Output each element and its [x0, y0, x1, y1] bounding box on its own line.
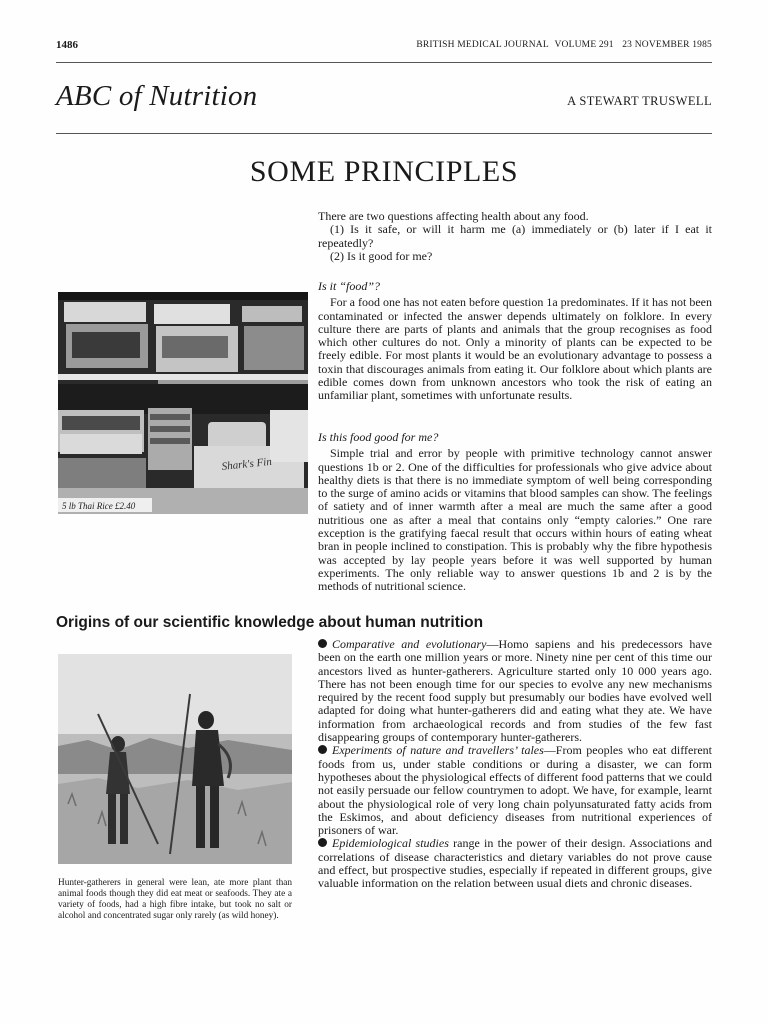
paragraph-is-food-good: Simple trial and error by people with primitive technology cannot answer questions 1b or 2. One of the difficulties for professionals who give advice about healthy diets is that there is no immediate symptom of well being corresponding to the surge of amino acids or vitamins that blood samples can show. The feelings of satiety and of inner warmth after a meal are much the same after a good nutritious one as after a meal that contains only “empty calories.” One rare exception is the gratifying faecal result that occurs within hours of eating wheat bran in people inclined to constipation. This is probably why the fibre hypothesis was accepted by lay people years before it was well supported by human experiments. The only reliable way to answer questions 1b and 2 is by the methods of nutritional science. [318, 446, 712, 594]
subheading-is-it-food: Is it “food”? [318, 279, 381, 293]
bullet-dot-icon [318, 639, 327, 648]
intro-block [318, 210, 712, 263]
bullet-body: —From peoples who eat different foods from us, under stable conditions or during a disaster, we can form hypotheses about the physiological effects of different food patterns that we could not easily persuade our fellow countrymen to adopt. We have, for example, learnt about the physiological role of very long chain polyunsaturated fatty acids from the Eskimos, and about deficiency diseases from nutritional experiences of prisoners of war. [318, 743, 712, 838]
sharks-fin-label: Shark's Fin [221, 455, 273, 473]
hunter-gatherers-photo [58, 654, 292, 864]
bullet-experiments [318, 744, 712, 837]
origins-bullets [318, 638, 712, 891]
subheading-is-food-good: Is this food good for me? [318, 430, 439, 444]
paragraph-is-it-food: For a food one has not eaten before question 1a predominates. If it has not been contaminated or infected the answer depends ultimately on folklore. In every culture there are parts of plants and animals that the group recognises as food which other cultures do not. Only a minority of plants can be expected to be freely edible. For most plants it would be an evolutionary advantage to possess a toxin that discourages animals from eating it. Our folklore about which plants are edible comes down from unknown ancestors who took the risk of eating an unfamiliar plant, sometimes with unfortunate results. [318, 295, 712, 403]
bullet-lead: Experiments of nature and travellers’ tales [332, 743, 544, 758]
page-number: 1486 [56, 39, 78, 51]
origins-heading: Origins of our scientific knowledge about human nutrition [56, 614, 484, 631]
bullet-lead: Epidemiological studies [332, 836, 449, 851]
series-title: ABC of Nutrition [56, 80, 258, 112]
running-header [416, 39, 712, 50]
bullet-epidemiological [318, 837, 712, 890]
question-2: (2) Is it good for me? [330, 248, 433, 263]
bullet-body: —Homo sapiens and his predecessors have been on the earth one million years or more. Ninety nine per cent of this time our ancestors lived as hunter-gatherers. Agriculture started only 10 000 years ago. There has not been enough time for our species to evolve any new mechanisms required by the recent food supply but presumably our bodies have evolved well adapted for doing what hunter-gatherers did and eating what they ate. We have information from archaeological records and from studies of the few fast disappearing groups of contemporary hunter-gatherers. [318, 637, 713, 745]
photo-caption: Hunter-gatherers in general were lean, ate more plant than animal foods though they did eat meat or seafoods. They ate a variety of foods, had a high fibre intake, but took no salt or alcohol and concentrated sugar only rarely (as wild honey). [58, 878, 292, 921]
article-title: SOME PRINCIPLES [249, 155, 519, 188]
bullet-lead: Comparative and evolutionary [332, 637, 487, 651]
shop-shelves-photo [58, 292, 308, 514]
header-rule [56, 62, 712, 63]
author: A STEWART TRUSWELL [567, 94, 712, 108]
bullet-dot-icon [318, 745, 327, 754]
journal-date: 23 NOVEMBER 1985 [622, 40, 712, 50]
question-1: (1) Is it safe, or will it harm me (a) immediately or (b) later if I eat it repeatedly? [318, 222, 712, 250]
section-is-food-good [318, 431, 712, 594]
journal-volume: VOLUME 291 [554, 40, 614, 50]
series-rule [56, 133, 712, 134]
bullet-dot-icon [318, 838, 327, 847]
intro-line: There are two questions affecting health about any food. [318, 209, 589, 223]
journal-name: BRITISH MEDICAL JOURNAL [416, 40, 549, 50]
section-is-it-food [318, 280, 712, 403]
bullet-body: range in the power of their design. Associations and correlations of disease characteristics and dietary variables do not prove cause and effect, but prospective studies, especially if repeated in different groups, give valuable information on the relation between usual diets and chronic diseases. [318, 836, 712, 891]
bullet-comparative [318, 638, 712, 744]
rice-price-sign: 5 lb Thai Rice £2.40 [62, 501, 136, 511]
